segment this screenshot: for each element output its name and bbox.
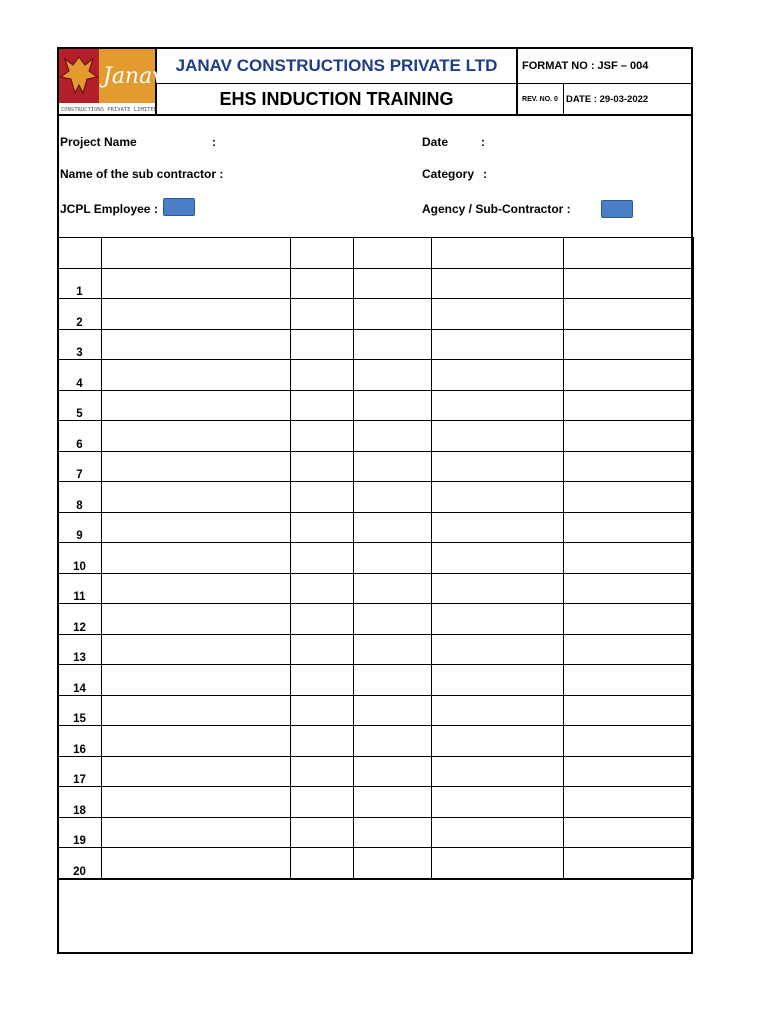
table-row [58,299,694,330]
table-cell[interactable] [102,299,291,330]
table-row [58,573,694,604]
remarks-box[interactable] [57,878,693,954]
table-cell[interactable] [432,299,564,330]
divider [57,114,693,116]
table-cell[interactable] [102,390,291,421]
table-row [58,787,694,818]
table-cell[interactable] [291,512,354,543]
table-cell[interactable] [564,726,694,757]
row-number: 8 [58,482,102,513]
table-cell[interactable] [291,726,354,757]
table-cell[interactable] [291,756,354,787]
table-cell[interactable] [354,299,432,330]
table-cell[interactable] [354,787,432,818]
row-number: 20 [58,848,102,879]
table-cell[interactable] [432,726,564,757]
divider [155,83,693,84]
table-cell[interactable] [102,604,291,635]
row-number: 19 [58,817,102,848]
table-cell[interactable] [354,665,432,696]
table-cell[interactable] [432,543,564,574]
table-cell[interactable] [564,299,694,330]
table-cell[interactable] [102,573,291,604]
table-cell[interactable] [291,665,354,696]
table-row [58,634,694,665]
table-cell[interactable] [354,543,432,574]
project-name-label: Project Name [60,135,137,149]
table-cell[interactable] [564,604,694,635]
attendance-table [57,237,694,879]
table-cell[interactable] [354,726,432,757]
table-cell[interactable] [432,848,564,879]
table-row [58,482,694,513]
table-cell[interactable] [102,756,291,787]
logo-wordmark: Janav [103,64,165,89]
table-cell[interactable] [432,573,564,604]
table-cell[interactable] [432,268,564,299]
table-cell[interactable] [432,451,564,482]
date-colon: : [481,135,485,149]
table-cell[interactable] [432,665,564,696]
table-row [58,604,694,635]
table-cell[interactable] [291,360,354,391]
row-number: 11 [58,573,102,604]
table-row [58,421,694,452]
table-row [58,665,694,696]
logo-subtext: CONSTRUCTIONS PRIVATE LIMITED [61,107,158,113]
table-cell[interactable] [102,268,291,299]
table-cell[interactable] [564,512,694,543]
table-cell[interactable] [291,848,354,879]
table-cell[interactable] [564,268,694,299]
table-row [58,726,694,757]
table-cell[interactable] [354,604,432,635]
company-name: JANAV CONSTRUCTIONS PRIVATE LTD [175,56,498,75]
row-number: 13 [58,634,102,665]
table-cell[interactable] [432,787,564,818]
table-cell[interactable] [291,238,354,269]
table-cell[interactable] [102,512,291,543]
table-cell[interactable] [354,360,432,391]
table-cell[interactable] [102,726,291,757]
table-cell[interactable] [564,573,694,604]
format-number: FORMAT NO : JSF – 004 [522,60,649,72]
row-number: 3 [58,329,102,360]
table-row [58,268,694,299]
table-cell[interactable] [102,238,291,269]
table-cell[interactable] [564,482,694,513]
table-cell[interactable] [564,421,694,452]
table-cell[interactable] [432,390,564,421]
table-header-row [58,238,694,269]
table-cell[interactable] [354,756,432,787]
table-cell[interactable] [354,695,432,726]
table-row [58,512,694,543]
row-number: 4 [58,360,102,391]
table-cell[interactable] [354,238,432,269]
row-number: 18 [58,787,102,818]
table-cell[interactable] [102,482,291,513]
table-cell[interactable] [432,421,564,452]
row-number: 17 [58,756,102,787]
table-cell[interactable] [432,482,564,513]
table-cell[interactable] [291,451,354,482]
date-label: Date [422,135,449,149]
table-cell[interactable] [432,604,564,635]
table-cell[interactable] [432,817,564,848]
table-cell[interactable] [291,543,354,574]
revision-number: REV. NO. 0 [522,96,558,103]
table-cell[interactable] [354,634,432,665]
agency-label: Agency / Sub-Contractor : [422,202,571,216]
row-number: 1 [58,268,102,299]
table-cell[interactable] [354,390,432,421]
row-number: 12 [58,604,102,635]
table-cell[interactable] [291,604,354,635]
row-number: 10 [58,543,102,574]
table-cell[interactable] [102,360,291,391]
table-cell[interactable] [564,390,694,421]
revision-date: DATE : 29-03-2022 [566,94,649,105]
table-cell[interactable] [564,451,694,482]
table-row [58,390,694,421]
table-cell[interactable] [102,787,291,818]
table-cell[interactable] [564,543,694,574]
project-name-colon: : [212,135,216,149]
table-cell[interactable] [432,329,564,360]
table-cell[interactable] [564,634,694,665]
table-cell[interactable] [432,360,564,391]
table-cell[interactable] [102,543,291,574]
row-number: 2 [58,299,102,330]
table-cell[interactable] [432,634,564,665]
table-row [58,756,694,787]
table-cell[interactable] [291,695,354,726]
table-cell[interactable] [564,848,694,879]
company-logo [59,49,165,113]
sub-contractor-label: Name of the sub contractor : [60,167,224,181]
table-row [58,695,694,726]
table-cell[interactable] [354,817,432,848]
jcpl-employee-checkbox[interactable] [163,198,195,216]
table-cell[interactable] [291,573,354,604]
table-row [58,360,694,391]
table-cell[interactable] [102,329,291,360]
row-number: 15 [58,695,102,726]
table-cell[interactable] [291,390,354,421]
table-row [58,329,694,360]
table-cell[interactable] [102,634,291,665]
row-number: 6 [58,421,102,452]
table-cell[interactable] [564,238,694,269]
table-cell[interactable] [102,665,291,696]
table-cell[interactable] [291,787,354,818]
table-cell[interactable] [354,421,432,452]
table-cell[interactable] [564,329,694,360]
table-cell[interactable] [102,817,291,848]
table-cell[interactable] [291,634,354,665]
category-label: Category [422,167,475,181]
table-row [58,543,694,574]
table-row [58,848,694,879]
table-cell[interactable] [291,268,354,299]
table-cell[interactable] [291,817,354,848]
table-cell[interactable] [354,848,432,879]
category-colon: : [483,167,487,181]
table-cell[interactable] [354,482,432,513]
table-cell[interactable] [432,756,564,787]
jcpl-employee-label: JCPL Employee : [60,202,158,216]
table-cell[interactable] [102,848,291,879]
table-cell[interactable] [432,695,564,726]
table-cell[interactable] [564,756,694,787]
table-cell[interactable] [291,482,354,513]
table-cell[interactable] [432,512,564,543]
table-cell[interactable] [354,573,432,604]
table-cell[interactable] [432,238,564,269]
table-cell[interactable] [58,238,102,269]
row-number: 9 [58,512,102,543]
table-cell[interactable] [102,451,291,482]
table-cell[interactable] [354,512,432,543]
table-cell[interactable] [291,299,354,330]
row-number: 7 [58,451,102,482]
table-cell[interactable] [291,329,354,360]
table-cell[interactable] [564,360,694,391]
table-cell[interactable] [354,268,432,299]
table-cell[interactable] [102,421,291,452]
table-cell[interactable] [564,695,694,726]
agency-checkbox[interactable] [601,200,633,218]
table-cell[interactable] [564,817,694,848]
row-number: 16 [58,726,102,757]
table-cell[interactable] [102,695,291,726]
table-cell[interactable] [291,421,354,452]
row-number: 5 [58,390,102,421]
table-cell[interactable] [354,329,432,360]
table-cell[interactable] [564,665,694,696]
table-row [58,817,694,848]
table-cell[interactable] [354,451,432,482]
form-title: EHS INDUCTION TRAINING [219,89,454,109]
table-cell[interactable] [564,787,694,818]
row-number: 14 [58,665,102,696]
table-row [58,451,694,482]
